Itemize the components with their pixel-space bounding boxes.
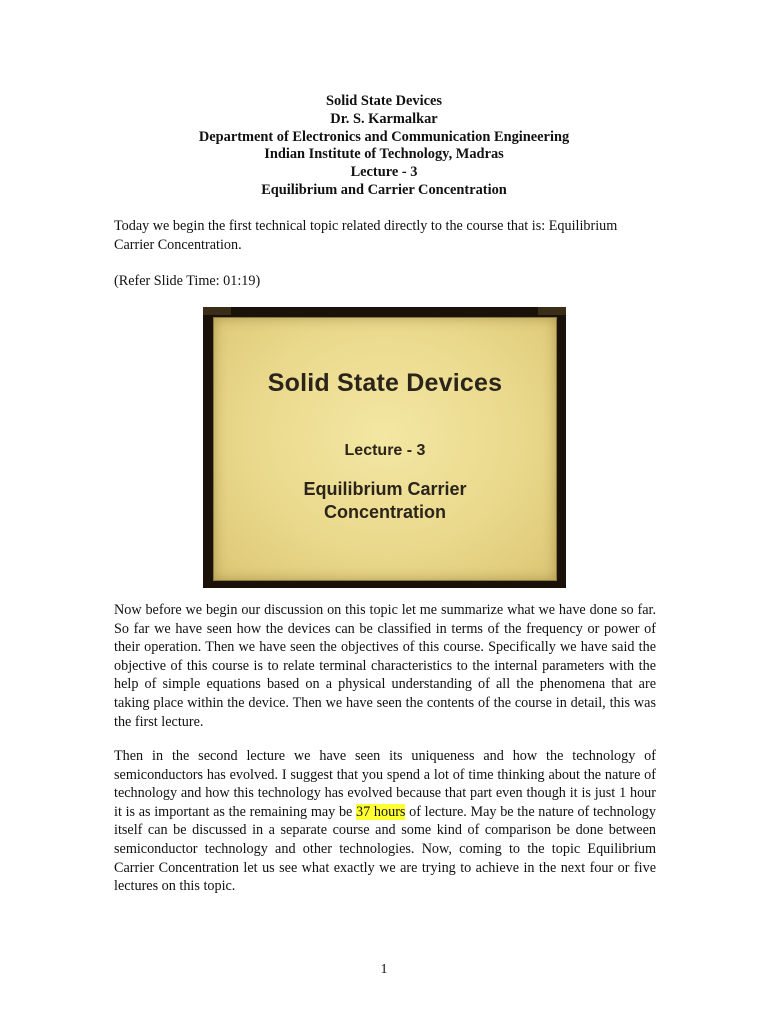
lecture-topic: Equilibrium and Carrier Concentration [261,181,507,198]
camera-frame-corner [538,307,566,315]
camera-frame-corner [203,307,231,315]
instructor-name: Dr. S. Karmalkar [330,110,438,127]
slide-screen [213,317,557,581]
slide-subtitle [214,478,556,524]
lecture-number: Lecture - 3 [350,164,418,181]
course-title: Solid State Devices [326,93,442,109]
lecture-slide-image [203,307,566,588]
slide-title: Solid State Devices [267,369,503,397]
institute-name: Indian Institute of Technology, Madras [264,146,504,163]
department-name: Department of Electronics and Communication Engineering [198,128,570,145]
slide-subtitle-line: Equilibrium Carrier [303,479,467,499]
document-header [0,93,768,200]
slide-lecture-number: Lecture - 3 [344,442,426,459]
intro-paragraph: Today we begin the first technical topic related directly to the course that is: Equilibrium Carrier Concentration. [114,218,618,253]
slide-time-reference: (Refer Slide Time: 01:19) [114,273,261,289]
paragraph-text: of lecture. May be the nature of technology itself can be discussed in a separate course and some kind of comparison be done between semiconductor technology and other technologies. Now, coming to the topic Equilibrium Carrier Concentration let us see what exactly we are trying to achieve in the next four or five lectures on this topic. [114,803,656,895]
second-lecture-paragraph [114,747,656,896]
page-number: 1 [380,962,388,977]
paragraph-text: Then in the second lecture we have seen its uniqueness and how the technology of semiconductors has evolved. I suggest that you spend a lot of time thinking about the nature of technology and how this technology has evolved because that part even though it is just 1 hour it is as important as the remaining may be [114,748,656,820]
slide-subtitle-line: Concentration [323,502,446,522]
summary-paragraph: Now before we begin our discussion on this topic let me summarize what we have done so far. So far we have seen how the devices can be classified in terms of the frequency or power of their operation. Then we have seen the objectives of this course. Specifically we have said the objective of this course is to relate terminal characteristics to the internal parameters with the help of simple equations based on a physical understanding of all the phenomena that are taking place within the device. Then we have seen the contents of the course in detail, this was the first lecture. [114,602,656,730]
highlighted-text: 37 hours [356,803,406,820]
